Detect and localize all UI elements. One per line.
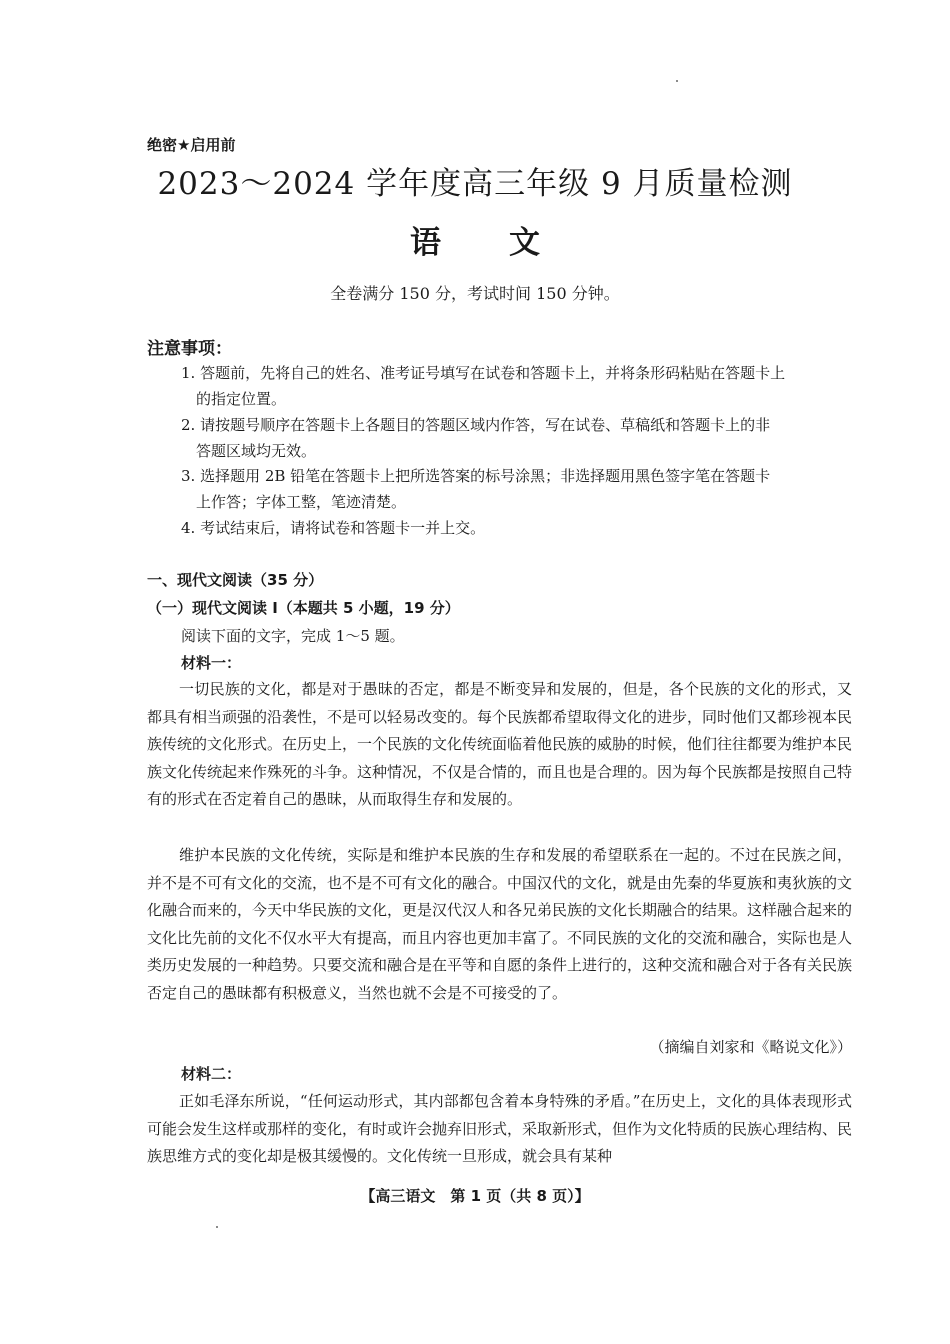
notice-item-3: 3. 选择题用 2B 铅笔在答题卡上把所选答案的标号涂黑；非选择题用黑色签字笔在答题卡 (181, 467, 771, 485)
material-1-source: （摘编自刘家和《略说文化》） (649, 1038, 852, 1056)
material-1-paragraph-1: 一切民族的文化，都是对于愚昧的否定，都是不断变异和发展的，但是，各个民族的文化的形式，又都具有相当顽强的沿袭性，不是可以轻易改变的。每个民族都希望取得文化的进步，同时他们又都珍视本民族传统的文化形式。在历史上，一个民族的文化传统面临着他民族的威胁的时候，他们往往都要为维护本民族文化传统起来作殊死的斗争。这种情况，不仅是合情的，而且也是合理的。因为每个民族都是按照自己特有的形式在否定着自己的愚昧，从而取得生存和发展的。 (147, 680, 853, 808)
section-heading: 一、现代文阅读（35 分） (147, 571, 324, 589)
notice-item-1-cont: 的指定位置。 (196, 390, 287, 408)
material-2-paragraph-1: 正如毛泽东所说，“任何运动形式，其内部都包含着本身特殊的矛盾。”在历史上，文化的具体表现形式可能会发生这样或那样的变化，有时或许会抛弃旧形式，采取新形式，但作为文化特质的民族心理结构、民族思维方式的变化却是极其缓慢的。文化传统一旦形成，就会具有某种 (147, 1092, 853, 1165)
subject-title (0, 217, 950, 262)
page-footer: 【高三语文 第 1 页（共 8 页）】 (360, 1187, 590, 1205)
subject-char-2: 文 (509, 225, 540, 261)
exam-title: 2023～2024 学年度高三年级 9 月质量检测 (157, 166, 793, 202)
scan-speck (676, 80, 678, 82)
material-1-label: 材料一： (181, 654, 242, 672)
material-1-paragraph-2: 维护本民族的文化传统，实际是和维护本民族的生存和发展的希望联系在一起的。不过在民族之间，并不是不可有文化的交流，也不是不可有文化的融合。中国汉代的文化，就是由先秦的华夏族和夷狄族的文化融合而来的，今天中华民族的文化，更是汉代汉人和各兄弟民族的文化长期融合的结果。这样融合起来的文化比先前的文化不仅水平大有提高，而且内容也更加丰富了。不同民族的文化的交流和融合，实际也是人类历史发展的一种趋势。只要交流和融合是在平等和自愿的条件上进行的，这种交流和融合对于各有关民族否定自己的愚昧都有积极意义，当然也就不会是不可接受的了。 (147, 846, 853, 1002)
subject-char-1: 语 (410, 225, 441, 261)
scan-speck (216, 1226, 218, 1228)
notice-item-2-cont: 答题区域均无效。 (196, 442, 317, 460)
material-2-label: 材料二： (181, 1065, 242, 1083)
score-time-line: 全卷满分 150 分，考试时间 150 分钟。 (330, 284, 620, 303)
notice-item-3-cont: 上作答；字体工整，笔迹清楚。 (196, 493, 407, 511)
reading-instruction: 阅读下面的文字，完成 1～5 题。 (181, 627, 405, 645)
confidential-label: 绝密★启用前 (147, 136, 236, 154)
notice-heading: 注意事项： (147, 339, 232, 359)
subsection-heading: （一）现代文阅读 Ⅰ（本题共 5 小题，19 分） (147, 599, 460, 617)
notice-item-4: 4. 考试结束后，请将试卷和答题卡一并上交。 (181, 519, 486, 537)
notice-item-1: 1. 答题前，先将自己的姓名、准考证号填写在试卷和答题卡上，并将条形码粘贴在答题卡上 (181, 364, 786, 382)
notice-item-2: 2. 请按题号顺序在答题卡上各题目的答题区域内作答，写在试卷、草稿纸和答题卡上的非 (181, 416, 771, 434)
